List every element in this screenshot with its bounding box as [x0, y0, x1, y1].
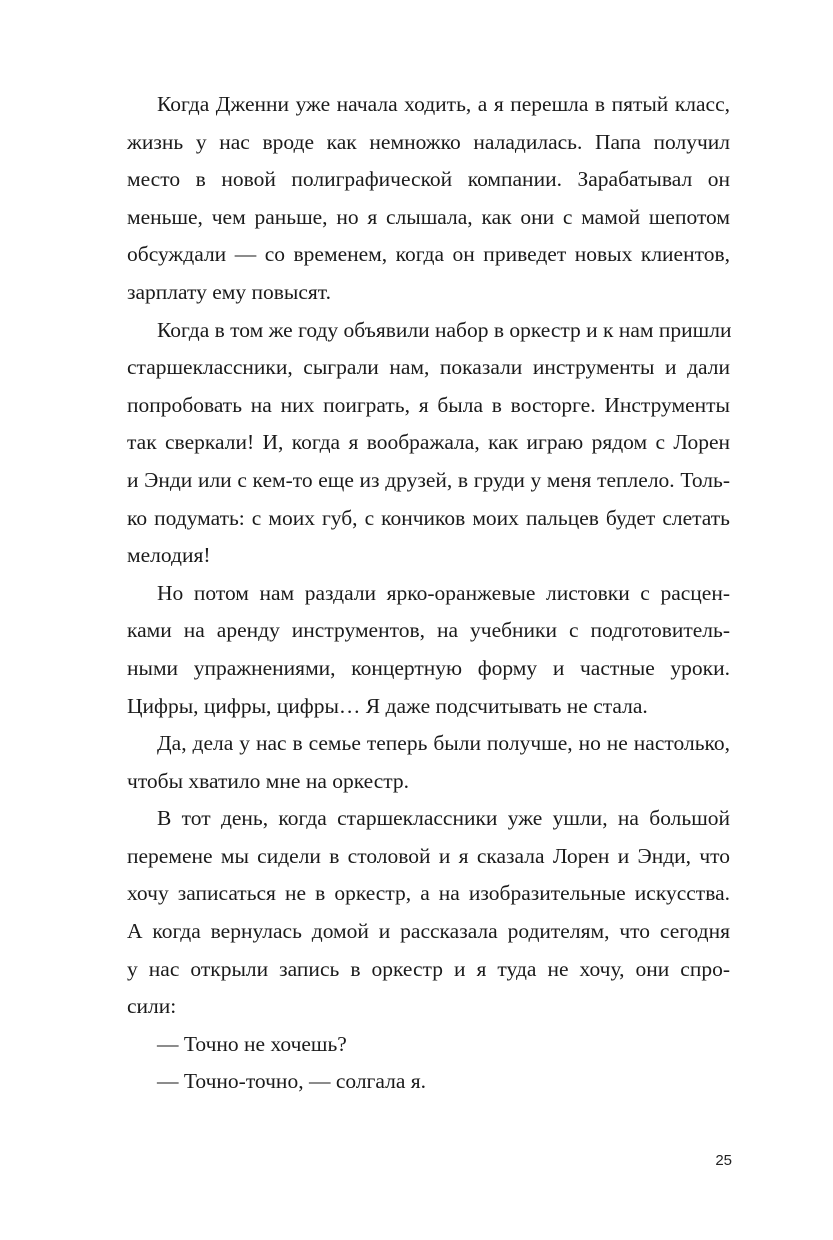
text-line: попробовать на них поиграть, я была в восторге. Инструменты	[127, 392, 730, 417]
text-line: зарплату ему повысят.	[127, 279, 331, 304]
text-line: хочу записаться не в оркестр, а на изобразительные искусства.	[127, 881, 730, 906]
dialogue-line: — Точно не хочешь?	[157, 1031, 347, 1056]
text-line: Когда Дженни уже начала ходить, а я перешла в пятый класс,	[157, 92, 730, 116]
text-line: мелодия!	[127, 543, 211, 568]
text-line: Цифры, цифры, цифры… Я даже подсчитывать не стала.	[127, 693, 648, 718]
text-line: Да, дела у нас в семье теперь были получше, но не настолько,	[157, 731, 730, 756]
text-line: так сверкали! И, когда я воображала, как играю рядом с Лорен	[127, 430, 730, 455]
text-line: Когда в том же году объявили набор в оркестр и к нам пришли	[157, 317, 732, 342]
text-line: сили:	[127, 994, 177, 1019]
text-line: ками на аренду инструментов, на учебники с подготовитель-	[127, 618, 730, 643]
text-line: перемене мы сидели в столовой и я сказала Лорен и Энди, что	[127, 843, 730, 868]
text-line: и Энди или с кем-то еще из друзей, в груди у меня теплело. Толь-	[127, 467, 730, 492]
page-text	[127, 86, 730, 1101]
page-number: 25	[715, 1152, 732, 1169]
text-line: ко подумать: с моих губ, с кончиков моих пальцев будет слетать	[127, 505, 730, 530]
text-line: В тот день, когда старшеклассники уже ушли, на большой	[157, 806, 730, 831]
text-line: старшеклассники, сыграли нам, показали инструменты и дали	[127, 355, 730, 380]
text-line: чтобы хватило мне на оркестр.	[127, 768, 410, 793]
dialogue-line: — Точно-точно, — солгала я.	[157, 1069, 427, 1094]
text-line: у нас открыли запись в оркестр и я туда не хочу, они спро-	[127, 956, 730, 981]
text-line: ными упражнениями, концертную форму и частные уроки.	[127, 655, 730, 680]
text-line: Но потом нам раздали ярко-оранжевые листовки с расцен-	[157, 580, 730, 605]
text-line: А когда вернулась домой и рассказала родителям, что сегодня	[127, 919, 730, 944]
text-line: меньше, чем раньше, но я слышала, как они с мамой шепотом	[127, 204, 730, 229]
text-line: жизнь у нас вроде как немножко наладилась. Папа получил	[127, 129, 730, 154]
text-line: место в новой полиграфической компании. Зарабатывал он	[127, 167, 730, 192]
text-line: обсуждали — со временем, когда он приведет новых клиентов,	[127, 242, 730, 267]
